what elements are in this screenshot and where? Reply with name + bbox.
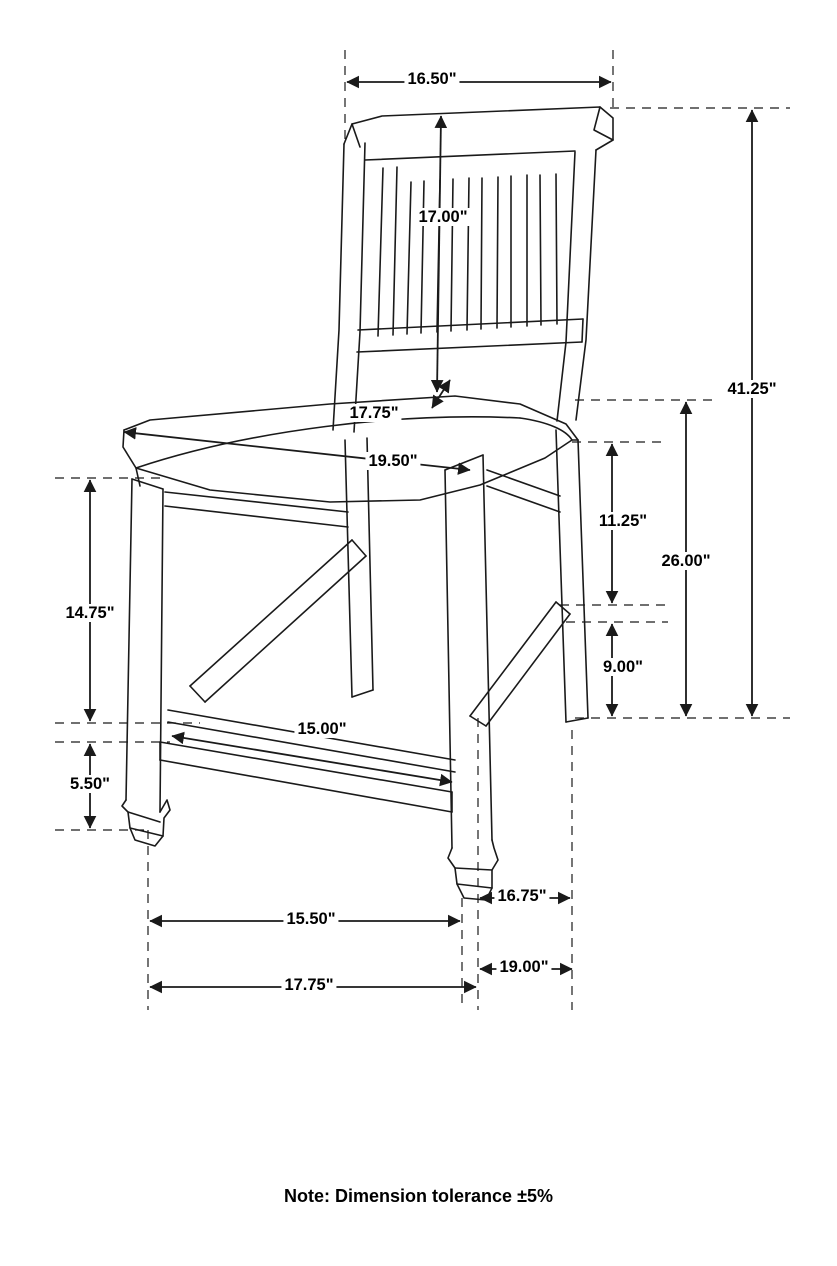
dimension-label-front-leg-height: 14.75" [62, 604, 117, 622]
chair-outline [122, 107, 613, 900]
dimension-label-side-stretcher-drop: 11.25" [596, 512, 650, 530]
extension-lines [55, 50, 790, 1010]
dimension-label-seat-depth: 17.75" [346, 404, 401, 422]
dimension-label-leg-spread-front: 15.50" [283, 910, 338, 928]
tolerance-note: Note: Dimension tolerance ±5% [284, 1186, 553, 1206]
dimension-label-seat-height: 26.00" [658, 552, 713, 570]
dimension-label-base-depth-right: 19.00" [496, 958, 551, 976]
dimension-label-base-depth-left: 17.75" [281, 976, 336, 994]
dimension-label-stretcher-length: 15.00" [294, 720, 349, 738]
dimension-label-footrest-height: 5.50" [67, 775, 113, 793]
dimension-label-overall-width-top: 16.50" [404, 70, 459, 88]
dimension-label-side-offset: 16.75" [494, 887, 549, 905]
dimension-label-overall-height: 41.25" [724, 380, 779, 398]
dimension-label-lower-rail-height: 9.00" [600, 658, 646, 676]
dimension-label-seat-width: 19.50" [365, 452, 420, 470]
dimension-label-back-height: 17.00" [415, 208, 470, 226]
